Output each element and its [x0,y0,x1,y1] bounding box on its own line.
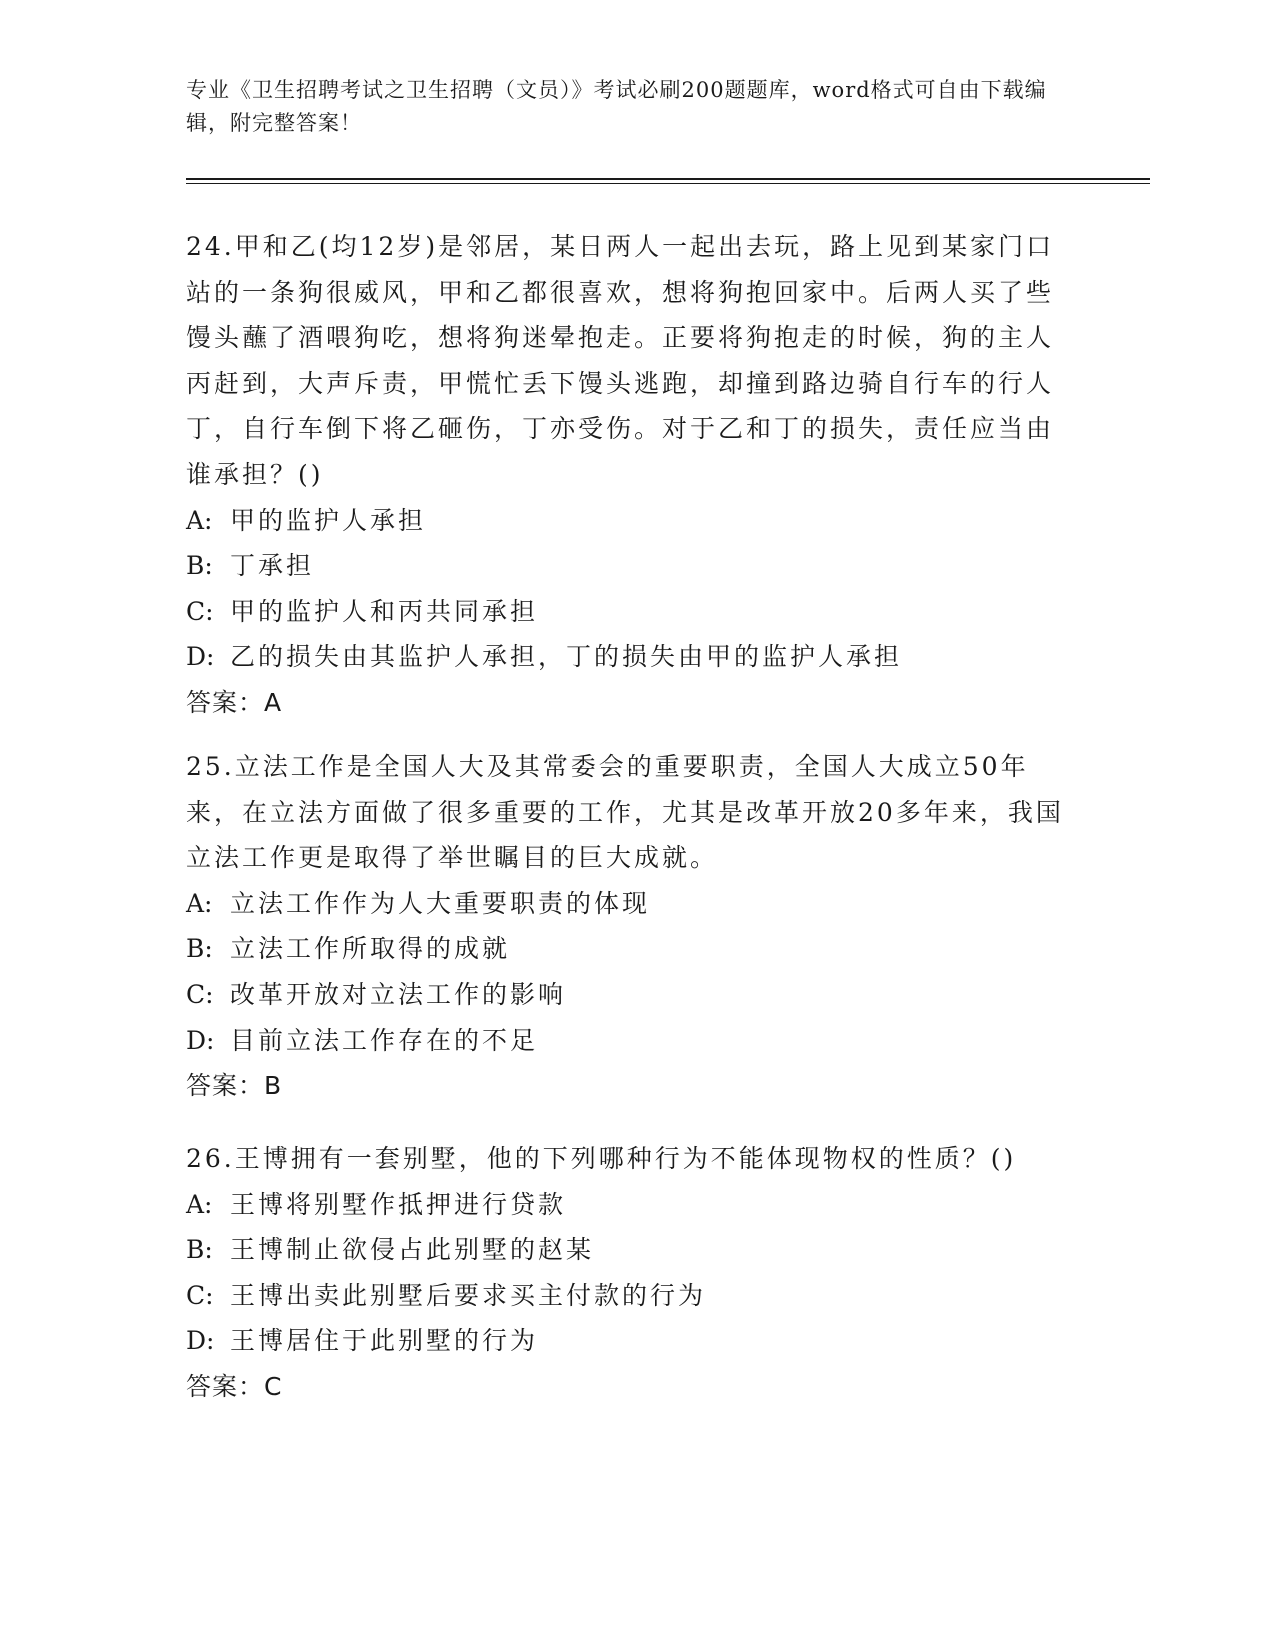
option-text: 改革开放对立法工作的影响 [230,979,567,1009]
option-d [186,1018,1076,1064]
option-a [186,881,1076,927]
answer-line: 答案：B [186,1071,283,1101]
option-text: 王博将别墅作抵押进行贷款 [230,1189,567,1219]
option-key: B: [186,551,213,581]
question-26 [186,1136,1076,1410]
question-stem: 25.立法工作是全国人大及其常委会的重要职责，全国人大成立50年来，在立法方面做了很多重要的工作，尤其是改革开放20多年来，我国立法工作更是取得了举世瞩目的巨大成就。 [186,752,1064,873]
option-key: D: [186,1326,215,1356]
option-b [186,1227,1076,1273]
question-24 [186,224,1076,726]
option-text: 丁承担 [230,551,315,581]
option-key: C: [186,596,214,626]
option-c [186,972,1076,1018]
answer-line: 答案：C [186,1371,283,1401]
option-b [186,926,1076,972]
document-header: 专业《卫生招聘考试之卫生招聘（文员）》考试必刷200题题库，word格式可自由下载编辑，附完整答案！ [186,78,1047,135]
option-key: C: [186,1280,214,1310]
header-rule-thin [186,183,1150,184]
option-key: D: [186,642,215,672]
option-text: 王博居住于此别墅的行为 [230,1326,539,1356]
option-key: B: [186,1235,213,1265]
header-rule-thick [186,178,1150,180]
option-text: 甲的监护人和丙共同承担 [230,596,539,626]
option-text: 目前立法工作存在的不足 [230,1025,539,1055]
option-b [186,543,1076,589]
option-d [186,1318,1076,1364]
option-text: 立法工作作为人大重要职责的体现 [230,888,651,918]
option-key: A: [186,505,213,535]
question-25 [186,744,1076,1109]
option-text: 乙的损失由其监护人承担，丁的损失由甲的监护人承担 [230,642,903,672]
option-key: B: [186,934,213,964]
option-key: D: [186,1025,215,1055]
option-text: 立法工作所取得的成就 [230,934,511,964]
question-stem: 26.王博拥有一套别墅，他的下列哪种行为不能体现物权的性质？() [186,1144,1017,1173]
option-key: C: [186,979,214,1009]
option-d [186,634,1076,680]
option-c [186,1273,1076,1319]
option-text: 甲的监护人承担 [230,505,427,535]
option-text: 王博制止欲侵占此别墅的赵某 [230,1235,595,1265]
option-text: 王博出卖此别墅后要求买主付款的行为 [230,1280,707,1310]
option-a [186,1182,1076,1228]
option-c [186,589,1076,635]
option-key: A: [186,1189,213,1219]
question-stem: 24.甲和乙(均12岁)是邻居，某日两人一起出去玩，路上见到某家门口站的一条狗很威风，甲和乙都很喜欢，想将狗抱回家中。后两人买了些馒头蘸了酒喂狗吃，想将狗迷晕抱走。正要将狗抱走的时候，狗的主人丙赶到，大声斥责，甲慌忙丢下馒头逃跑，却撞到路边骑自行车的行人丁，自行车倒下将乙砸伤，丁亦受伤。对于乙和丁的损失，责任应当由谁承担？() [186,232,1055,489]
answer-line: 答案：A [186,687,283,717]
option-a [186,498,1076,544]
option-key: A: [186,888,213,918]
